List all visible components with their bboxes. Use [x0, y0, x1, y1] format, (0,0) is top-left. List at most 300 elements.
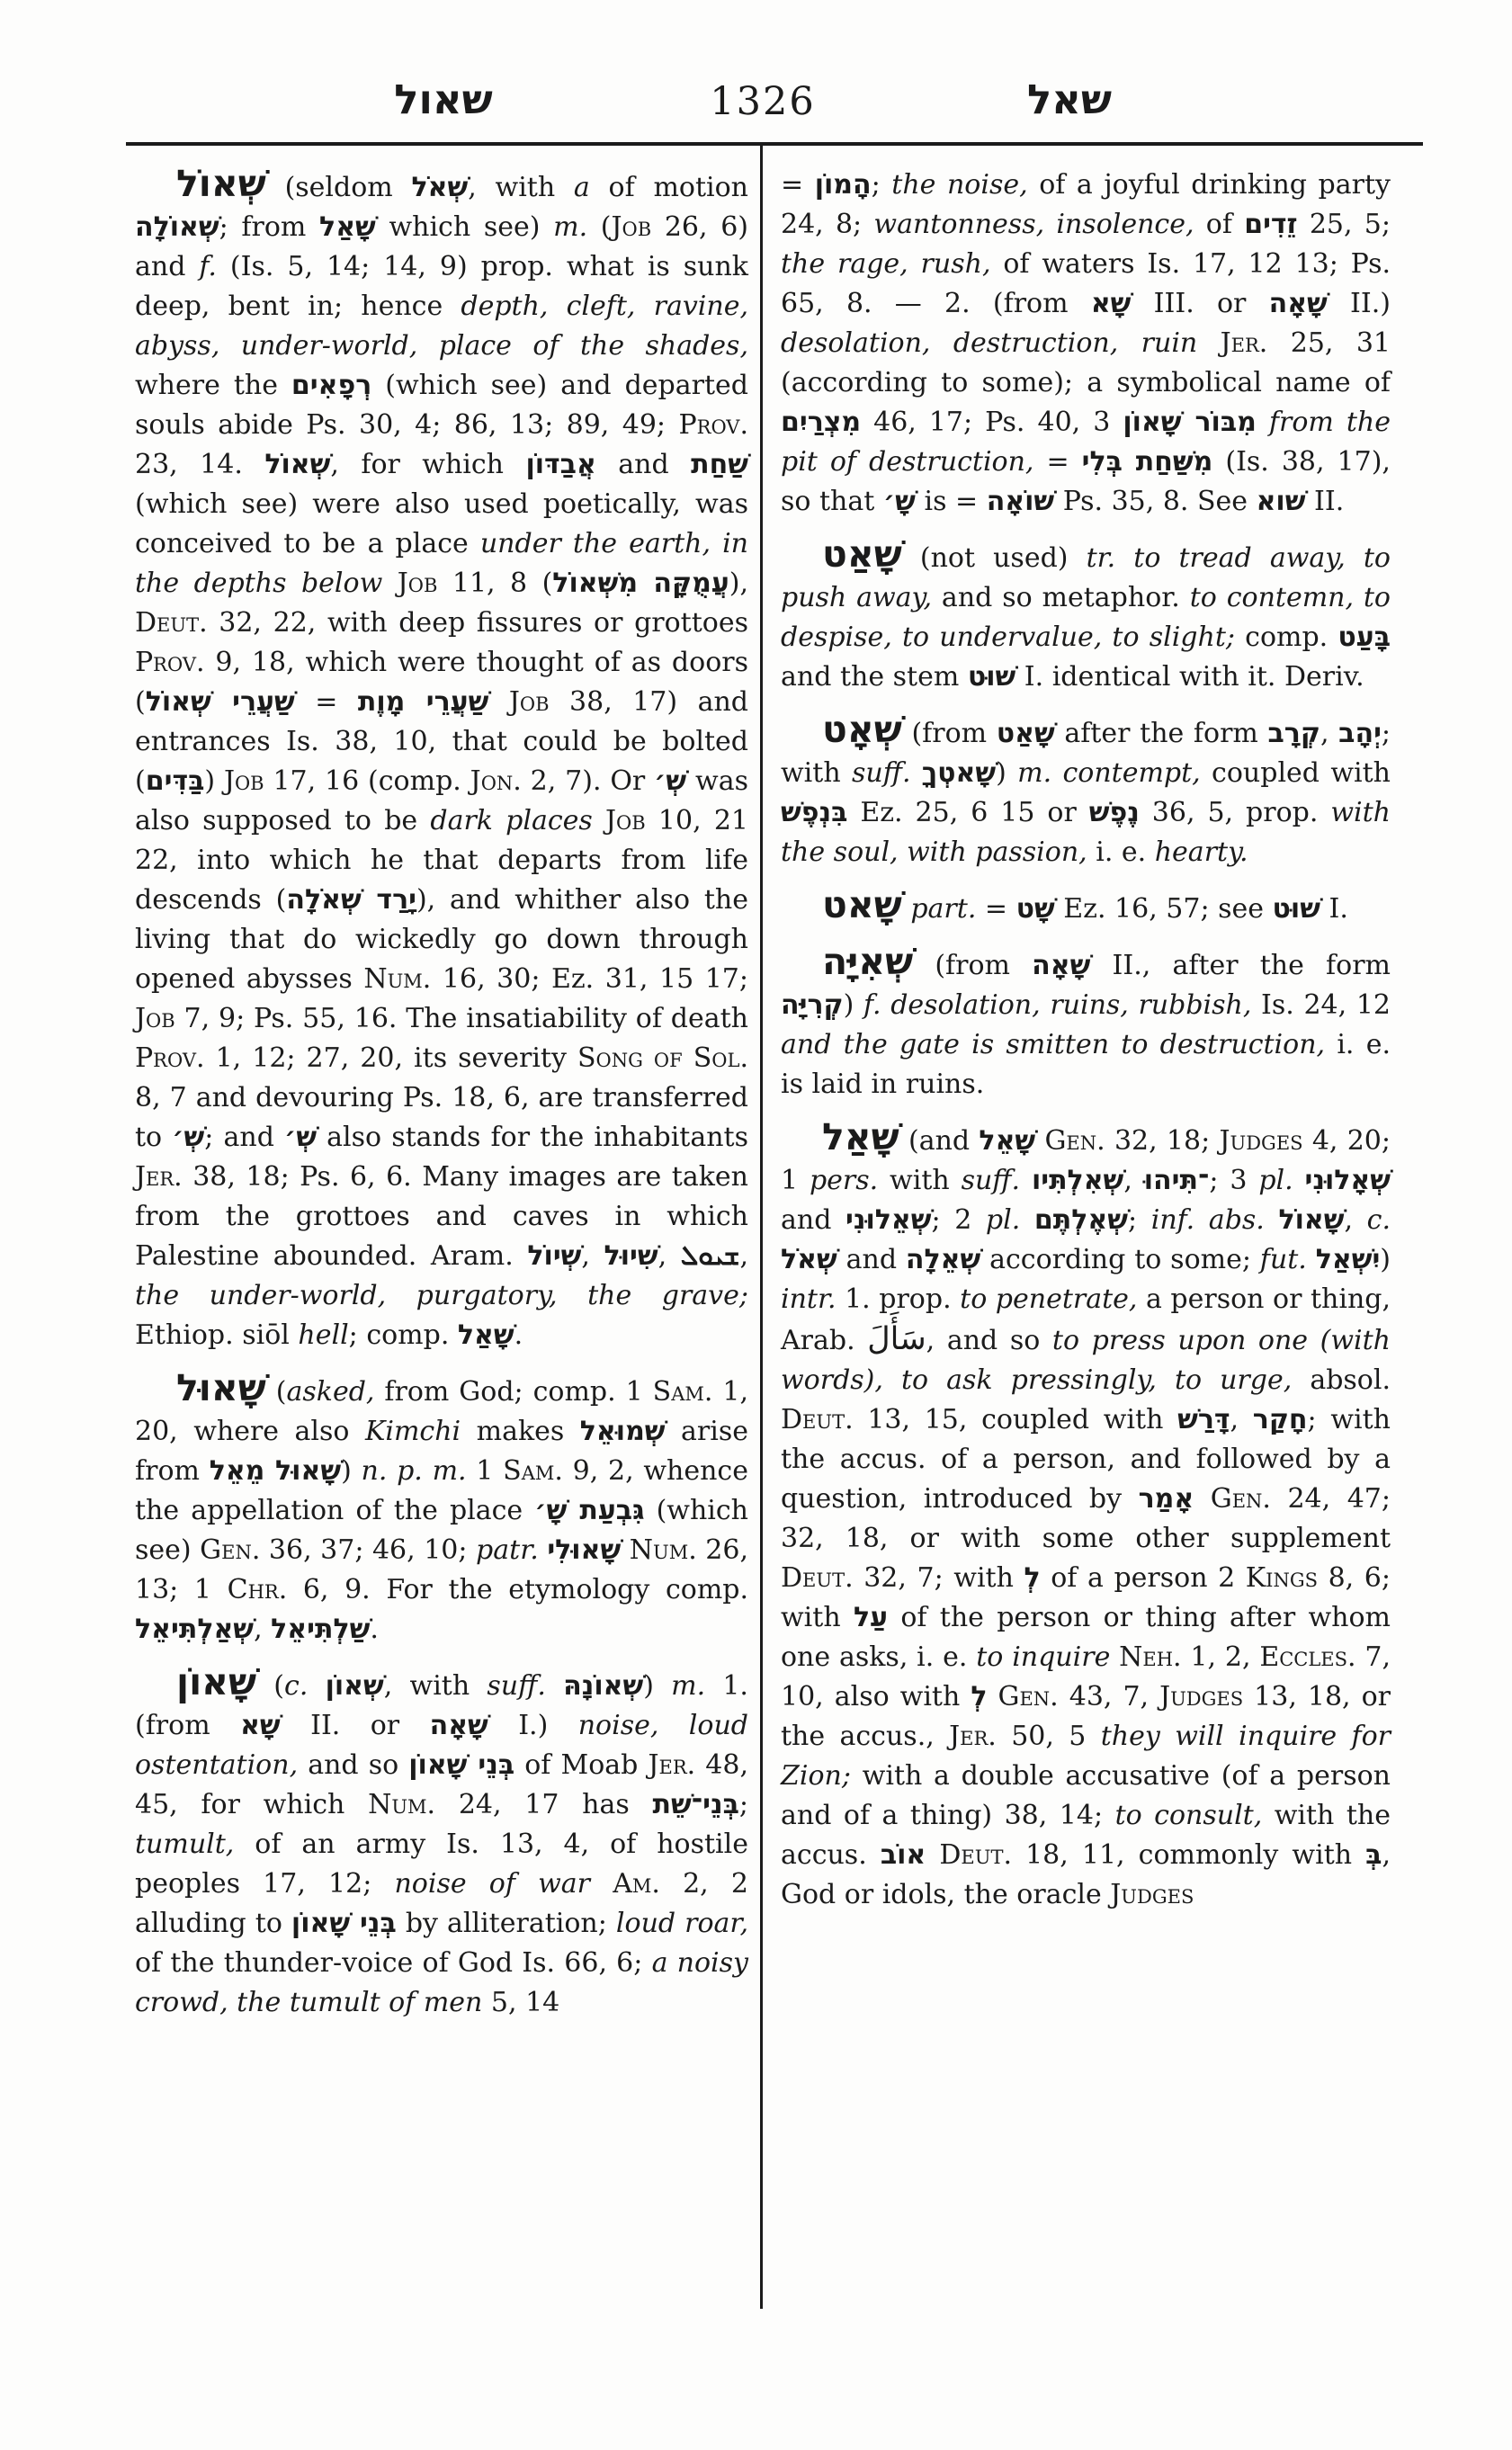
text-run: 1. prop.: [836, 1283, 961, 1315]
text-run: 1, 2,: [1181, 1641, 1260, 1673]
text-run: Job: [135, 1003, 175, 1034]
text-run: 36, 37; 46, 10;: [260, 1534, 477, 1566]
text-run: noise of war: [394, 1868, 591, 1900]
text-run: 1: [466, 1455, 504, 1487]
text-run: בָּעַט: [1338, 621, 1391, 653]
entry-sheiyyah: [781, 940, 1391, 1104]
text-run: makes: [461, 1416, 580, 1447]
entry-shaat-verb: [781, 532, 1391, 697]
text-run: ; and: [204, 1122, 284, 1153]
text-run: under the earth, in the depths below: [135, 528, 748, 599]
text-run: Job: [605, 805, 646, 836]
text-run: יְהָב: [1338, 718, 1382, 749]
text-run: to press upon one (with words), to ask pressingly, to urge,: [781, 1325, 1391, 1396]
text-run: and so: [298, 1749, 409, 1781]
text-run: to penetrate,: [960, 1283, 1138, 1315]
text-run: 25, 5;: [1297, 209, 1391, 240]
text-run: to contemn, to despise, to undervalue, to slight;: [781, 582, 1391, 653]
text-run: (which see) and departed souls abide Ps. 30, 4; 86, 13; 89, 49;: [135, 370, 748, 441]
text-run: ,: [1123, 1165, 1144, 1196]
text-run: from the pit of destruction,: [781, 407, 1391, 478]
text-run: intr.: [781, 1283, 837, 1315]
text-run: 13, 15, coupled with: [853, 1404, 1178, 1435]
text-run: m.: [553, 211, 588, 243]
text-run: בְּ: [1365, 1839, 1382, 1871]
text-run: [593, 805, 605, 836]
text-run: ),: [729, 568, 749, 599]
text-run: after the form: [1054, 718, 1268, 749]
text-run: pl.: [1258, 1165, 1293, 1196]
text-run: 11, 8 (: [437, 568, 553, 599]
entry-shaon-continued: [781, 165, 1391, 522]
hebrew-headword: שְׁאָט: [822, 708, 902, 751]
text-run: m.: [671, 1670, 706, 1702]
text-run: 43, 7,: [1058, 1681, 1160, 1712]
text-run: שְׁאִלְתִּיו: [1031, 1165, 1124, 1196]
text-run: =: [294, 686, 358, 718]
text-run: 7, 10, also with: [781, 1641, 1391, 1712]
text-run: Job: [508, 686, 550, 718]
text-run: שַׁחַת: [691, 449, 748, 480]
text-run: I.: [1320, 893, 1348, 925]
text-run: ,: [658, 1240, 681, 1272]
text-run: 24, 47; 32, 18, or with some other supplement: [781, 1483, 1391, 1554]
text-run: [1307, 1244, 1316, 1275]
text-run: [1265, 1204, 1279, 1236]
text-run: לְ: [971, 1681, 988, 1712]
hebrew-headword: שְׁאוֹל: [176, 162, 266, 205]
text-run: מִבּוֹר שָׁאוֹן: [1123, 407, 1257, 438]
text-run: with a double accusative (of a person and of a thing) 38, 14;: [781, 1760, 1391, 1831]
text-run: שְׁ׳: [654, 765, 687, 797]
text-run: asked,: [286, 1376, 375, 1408]
text-run: שָׁאוּלִי: [547, 1534, 622, 1566]
text-run: שָׁאָה: [429, 1710, 488, 1741]
text-run: [902, 893, 911, 925]
text-run: f.: [199, 251, 217, 282]
right-column: [781, 165, 1391, 1915]
text-run: [1110, 1641, 1119, 1673]
text-run: pers.: [809, 1165, 879, 1196]
text-run: absol.: [1292, 1364, 1391, 1396]
text-run: fut.: [1259, 1244, 1307, 1275]
text-run: שַׁעֲרֵי מָוֶת: [357, 686, 489, 718]
text-run: (which see) were also used poetically, was conceived to be a place: [135, 488, 748, 559]
text-run: comp.: [1235, 621, 1338, 653]
text-run: [539, 1534, 548, 1566]
text-run: 1. (from: [135, 1670, 748, 1741]
text-run: רְפָאִים: [291, 370, 372, 401]
text-run: ): [204, 765, 224, 797]
text-run: בְּנֵי שָׁאוֹן: [291, 1908, 397, 1939]
text-run: , and so: [926, 1325, 1052, 1356]
text-run: m.: [1017, 757, 1052, 789]
text-run: 17, 16 (comp.: [264, 765, 470, 797]
text-run: ;: [1128, 1204, 1151, 1236]
text-run: was also supposed to be: [135, 765, 748, 836]
text-run: [987, 1681, 998, 1712]
text-run: ), and whither also the living that do wickedly go down through opened abysses: [135, 884, 749, 995]
text-run: Prov.: [678, 409, 748, 441]
text-run: (: [587, 211, 612, 243]
hebrew-headword: שְׁאִיָּה: [822, 940, 914, 983]
text-run: ;: [871, 169, 892, 201]
text-run: עַל: [853, 1602, 889, 1633]
text-run: 24, 17 has: [435, 1789, 653, 1820]
text-run: ): [643, 1670, 672, 1702]
text-run: (from: [901, 718, 997, 749]
text-run: [546, 1670, 563, 1702]
text-run: 5, 14: [482, 1987, 560, 2018]
text-run: and: [781, 1204, 846, 1236]
text-run: ,: [739, 1240, 748, 1272]
text-run: לְ: [1024, 1562, 1041, 1594]
text-run: בַּדִּים: [145, 765, 205, 797]
text-run: (seldom: [265, 172, 412, 203]
text-run: בְּנֵי שָׁאוֹן: [408, 1749, 515, 1781]
entry-shaul: [135, 1366, 748, 1650]
text-run: 23, 14.: [135, 449, 265, 480]
text-run: יָרַד שְׁאֹלָה: [286, 884, 416, 916]
text-run: =: [1033, 446, 1082, 478]
text-run: .: [370, 1614, 379, 1645]
text-run: Gen.: [998, 1681, 1059, 1712]
text-run: suff.: [851, 757, 911, 789]
text-run: מִשַּׁחַת בְּלִי: [1081, 446, 1213, 478]
running-head-right-keyword: [953, 76, 1186, 123]
text-run: שְׁאַלְתִּיאֵל: [135, 1614, 255, 1645]
text-run: שׁוּט: [967, 661, 1016, 693]
text-run: 6, 9. For the etymology comp.: [287, 1574, 748, 1605]
text-run: אֲבַדּוֹן: [525, 449, 596, 480]
text-run: ,: [581, 1240, 604, 1272]
entry-sheol: [135, 162, 749, 1355]
text-run: by alliteration;: [396, 1908, 616, 1939]
text-run: Kimchi: [364, 1416, 461, 1447]
text-run: שְׁאֶלְתֶּם: [1033, 1204, 1128, 1236]
text-run: Is. 24, 12: [1251, 989, 1391, 1021]
text-run: ; 2: [931, 1204, 986, 1236]
text-run: contempt,: [1062, 757, 1201, 789]
text-run: suff.: [487, 1670, 546, 1702]
text-run: coupled with: [1200, 757, 1391, 789]
text-run: שָׁאָה: [1032, 950, 1091, 981]
text-run: I. identical with it. Deriv.: [1015, 661, 1364, 693]
text-run: קְרָב: [1267, 718, 1320, 749]
text-run: , God or idols, the oracle: [781, 1839, 1391, 1910]
text-run: hell: [298, 1319, 349, 1351]
text-run: שְׁאוֹן: [325, 1670, 384, 1702]
text-run: 38, 18; Ps. 6, 6. Many images are taken from the grottoes and caves in which Palestine abounded. Aram.: [135, 1161, 748, 1272]
text-run: [1020, 1165, 1032, 1196]
text-run: שָׁ׳: [882, 486, 916, 517]
text-run: patr.: [476, 1534, 539, 1566]
text-run: Job: [611, 211, 652, 243]
text-run: Eccles.: [1259, 1641, 1356, 1673]
text-run: tumult,: [135, 1829, 235, 1860]
text-run: 48, 45, for which: [135, 1749, 748, 1820]
text-run: which see): [375, 211, 554, 243]
text-run: (Is. 5, 14; 14, 9) prop. what is sunk deep, bent in; hence: [135, 251, 748, 322]
text-run: II.: [1305, 486, 1345, 517]
text-run: שׁוּט: [1272, 893, 1320, 925]
text-run: הָמוֹן: [814, 169, 872, 201]
text-run: Num.: [629, 1534, 697, 1566]
text-run: part.: [910, 893, 977, 925]
text-run: שָׁאַט: [996, 718, 1055, 749]
text-run: according to some;: [980, 1244, 1260, 1275]
text-run: with: [878, 1165, 962, 1196]
text-run: אָמַר: [1138, 1483, 1194, 1515]
text-run: Deut.: [135, 607, 208, 639]
entry-shaat-participle: [781, 883, 1391, 929]
text-run: [382, 568, 397, 599]
text-run: III. or: [1131, 288, 1269, 319]
text-run: מִצְרַיִם: [781, 407, 862, 438]
text-run: Prov.: [135, 1042, 205, 1074]
left-column: [135, 162, 749, 2023]
text-run: ,: [254, 1614, 272, 1645]
text-run: 2, 7). Or: [521, 765, 655, 797]
text-run: , with: [468, 172, 574, 203]
text-run: (from: [913, 950, 1033, 981]
text-run: בִּנְפֶשׁ: [781, 797, 848, 828]
text-run: 1, 12; 27, 20, its severity: [204, 1042, 577, 1074]
text-run: [911, 757, 922, 789]
text-run: with the accus.: [781, 1800, 1391, 1871]
text-run: desolation, ruins, rubbish,: [890, 989, 1252, 1021]
text-run: שְׁאוֹנָהּ: [563, 1670, 644, 1702]
text-run: (not used): [901, 542, 1087, 574]
text-run: c.: [1366, 1204, 1391, 1236]
text-run: שְׁאֹל: [781, 1244, 837, 1275]
text-run: נֶפֶשׁ: [1088, 797, 1140, 828]
text-run: pl.: [985, 1204, 1021, 1236]
text-run: and the stem: [781, 661, 968, 693]
text-run: שִׁיוּל: [604, 1240, 658, 1272]
text-run: of a person 2: [1040, 1562, 1246, 1594]
text-run: ,: [1344, 1204, 1367, 1236]
text-run: [621, 1534, 630, 1566]
text-run: [308, 1670, 325, 1702]
text-run: Ez. 25, 6 15 or: [847, 797, 1089, 828]
text-run: ,: [1320, 718, 1339, 749]
text-run: arise from: [135, 1416, 748, 1487]
text-run: ; 3: [1209, 1165, 1259, 1196]
text-run: f.: [863, 989, 881, 1021]
text-run: 13, 18, or the accus.,: [781, 1681, 1391, 1752]
text-run: ): [996, 757, 1018, 789]
text-run: 32, 18;: [1105, 1125, 1220, 1157]
text-run: wantonness, insolence,: [873, 209, 1194, 240]
text-run: Gen.: [1210, 1483, 1271, 1515]
text-run: dark places: [430, 805, 593, 836]
hebrew-keyword: שאול: [394, 76, 493, 123]
text-run: [1197, 327, 1220, 359]
text-run: noise, loud ostentation,: [135, 1710, 748, 1781]
text-run: desolation, destruction, ruin: [781, 327, 1198, 359]
hebrew-headword: שָׁאוּל: [176, 1366, 266, 1409]
text-run: 38, 17) and entrances Is. 38, 10, that could be bolted (: [135, 686, 748, 797]
text-run: 16, 30; Ez. 31, 15 17;: [431, 963, 748, 995]
text-run: I.): [488, 1710, 578, 1741]
text-run: ; from: [219, 211, 320, 243]
text-run: Gen.: [200, 1534, 261, 1566]
text-run: with the soul, with passion,: [781, 797, 1391, 868]
text-run: Judges: [1110, 1879, 1194, 1910]
text-run: Jer.: [1220, 327, 1268, 359]
text-run: שַׁלְתִּיאֵל: [271, 1614, 371, 1645]
text-run: ;: [738, 1789, 748, 1820]
text-run: Gen.: [1044, 1125, 1105, 1157]
text-run: שָׁאָה: [1268, 288, 1328, 319]
text-run: depth, cleft, ravine, abyss, under-world, place of the shades,: [135, 291, 748, 362]
text-run: Ethiop. siōl: [135, 1319, 299, 1351]
entry-shaon: [135, 1660, 748, 2023]
text-run: ): [341, 1455, 362, 1487]
text-run: 9, 2, whence the appellation of the place: [135, 1455, 748, 1526]
text-run: a noisy crowd, the tumult of men: [135, 1947, 748, 2018]
hebrew-headword: שָׁאַט: [822, 532, 902, 576]
text-run: [1051, 757, 1062, 789]
text-run: Job: [223, 765, 264, 797]
page-number: 1326: [710, 79, 816, 124]
text-run: II. or: [280, 1710, 430, 1741]
text-run: the under-world, purgatory, the grave;: [135, 1280, 748, 1311]
text-run: Song of Sol.: [577, 1042, 748, 1074]
text-run: ܫܝܘܠ: [680, 1240, 740, 1272]
text-run: to inquire: [976, 1641, 1111, 1673]
text-run: where the: [135, 370, 291, 401]
text-run: [488, 686, 509, 718]
text-run: 8, 6; with: [781, 1562, 1391, 1633]
text-run: and so metaphor.: [932, 582, 1190, 613]
text-run: of motion: [589, 172, 749, 203]
text-run: hearty.: [1154, 836, 1248, 868]
text-run: Deut.: [781, 1404, 854, 1435]
text-run: חָקַר: [1252, 1404, 1308, 1435]
text-run: [1035, 1125, 1044, 1157]
text-run: שְׁאֹל: [411, 172, 469, 203]
text-run: inf. abs.: [1150, 1204, 1265, 1236]
column-divider-rule: [760, 145, 763, 2309]
text-run: [881, 989, 891, 1021]
text-run: (and: [899, 1125, 980, 1157]
text-run: 7, 9; Ps. 55, 16. The insatiability of death: [174, 1003, 748, 1034]
text-run: c.: [284, 1670, 309, 1702]
text-run: ; with: [781, 718, 1391, 789]
text-run: i. e.: [1087, 836, 1155, 868]
header-rule: [126, 142, 1423, 146]
text-run: שָׁא: [240, 1710, 281, 1741]
text-run: =: [976, 893, 1016, 925]
text-run: Jer.: [949, 1721, 997, 1752]
text-run: =: [781, 169, 815, 201]
text-run: the rage, rush,: [781, 248, 991, 280]
text-run: 2, 2 alluding to: [135, 1868, 748, 1939]
text-run: of waters Is. 17, 12 13; Ps. 65, 8. — 2. (from: [781, 248, 1391, 319]
text-run: II., after the form: [1090, 950, 1391, 981]
text-run: [1020, 1204, 1034, 1236]
text-run: suff.: [961, 1165, 1021, 1196]
text-run: Neh.: [1119, 1641, 1182, 1673]
text-run: tr. to tread away, to push away,: [781, 542, 1391, 613]
text-run: עֲמֻקָּה מִשְּׁאוֹל: [552, 568, 729, 599]
text-run: שְׁ׳: [284, 1122, 318, 1153]
text-run: 50, 5: [996, 1721, 1101, 1752]
text-run: (: [265, 1376, 287, 1408]
text-run: שְׁיוֹל: [527, 1240, 582, 1272]
text-run: Deut.: [781, 1562, 854, 1594]
text-run: ): [843, 989, 863, 1021]
text-run: ־תִּיהוּ: [1143, 1165, 1210, 1196]
text-run: (: [256, 1670, 285, 1702]
text-run: 46, 17; Ps. 40, 3: [861, 407, 1123, 438]
text-run: 32, 22, with deep fissures or grottoes: [207, 607, 748, 639]
text-run: שָׁאַל: [319, 211, 376, 243]
text-run: שְׁאֵלָה: [905, 1244, 981, 1275]
text-run: , with: [383, 1670, 488, 1702]
text-run: 10, 21 22, into which he that departs from life descends (: [135, 805, 748, 916]
text-run: Num.: [368, 1789, 436, 1820]
text-run: ; comp.: [348, 1319, 458, 1351]
text-run: 36, 5, prop.: [1139, 797, 1331, 828]
text-run: גִּבְעַת שָׁ׳: [534, 1495, 645, 1526]
text-run: Jon.: [470, 765, 522, 797]
text-run: Judges: [1219, 1125, 1303, 1157]
text-run: loud roar,: [615, 1908, 748, 1939]
text-run: שְׁאוֹל: [264, 449, 331, 480]
text-run: of Moab: [514, 1749, 649, 1781]
text-run: of the thunder-voice of God Is. 66, 6;: [135, 1947, 652, 1979]
text-run: Deut.: [939, 1839, 1012, 1871]
text-run: a: [573, 172, 590, 203]
text-run: שׁוֹאָה: [986, 486, 1055, 517]
text-run: Sam.: [503, 1455, 563, 1487]
text-run: ): [1380, 1244, 1391, 1275]
entry-shaal-verb: [781, 1115, 1391, 1915]
text-run: שָׁט: [1015, 893, 1055, 925]
text-run: of a joyful drinking party 24, 8;: [781, 169, 1391, 240]
text-run: and: [837, 1244, 906, 1275]
text-run: Am.: [613, 1868, 660, 1900]
text-run: שְׁאָלוּנִי: [1304, 1165, 1391, 1196]
text-run: שְׁאוֹלָה: [135, 211, 219, 243]
text-run: שָׁאוּל מֵאֵל: [209, 1455, 342, 1487]
text-run: Ps. 35, 8. See: [1054, 486, 1257, 517]
text-run: שְׁ׳: [172, 1122, 205, 1153]
entry-sheat-noun: [781, 708, 1391, 872]
text-run: שְׁאֵלוּנִי: [845, 1204, 932, 1236]
text-run: אוֹב: [880, 1839, 926, 1871]
text-run: 26, 13; 1: [135, 1534, 748, 1605]
text-run: Judges: [1159, 1681, 1244, 1712]
text-run: שַׁעֲרֵי שְׁאוֹל: [145, 686, 295, 718]
text-run: קְרִיָּה: [781, 989, 844, 1021]
text-run: שָׁא: [1090, 288, 1132, 319]
text-run: [1293, 1165, 1305, 1196]
text-run: שָׁאטְךָ: [921, 757, 997, 789]
text-run: שָׁאֵל: [979, 1125, 1036, 1157]
text-run: Kings: [1245, 1562, 1319, 1594]
text-run: 9, 18, which were thought of as doors (: [135, 647, 748, 718]
text-run: , for which: [330, 449, 526, 480]
text-run: and the gate is smitten to destruction,: [781, 1029, 1326, 1060]
text-run: שָׁאַל: [457, 1319, 514, 1351]
text-run: 32, 7; with: [853, 1562, 1024, 1594]
text-run: i. e. is laid in ruins.: [781, 1029, 1391, 1100]
text-run: [1194, 1483, 1211, 1515]
